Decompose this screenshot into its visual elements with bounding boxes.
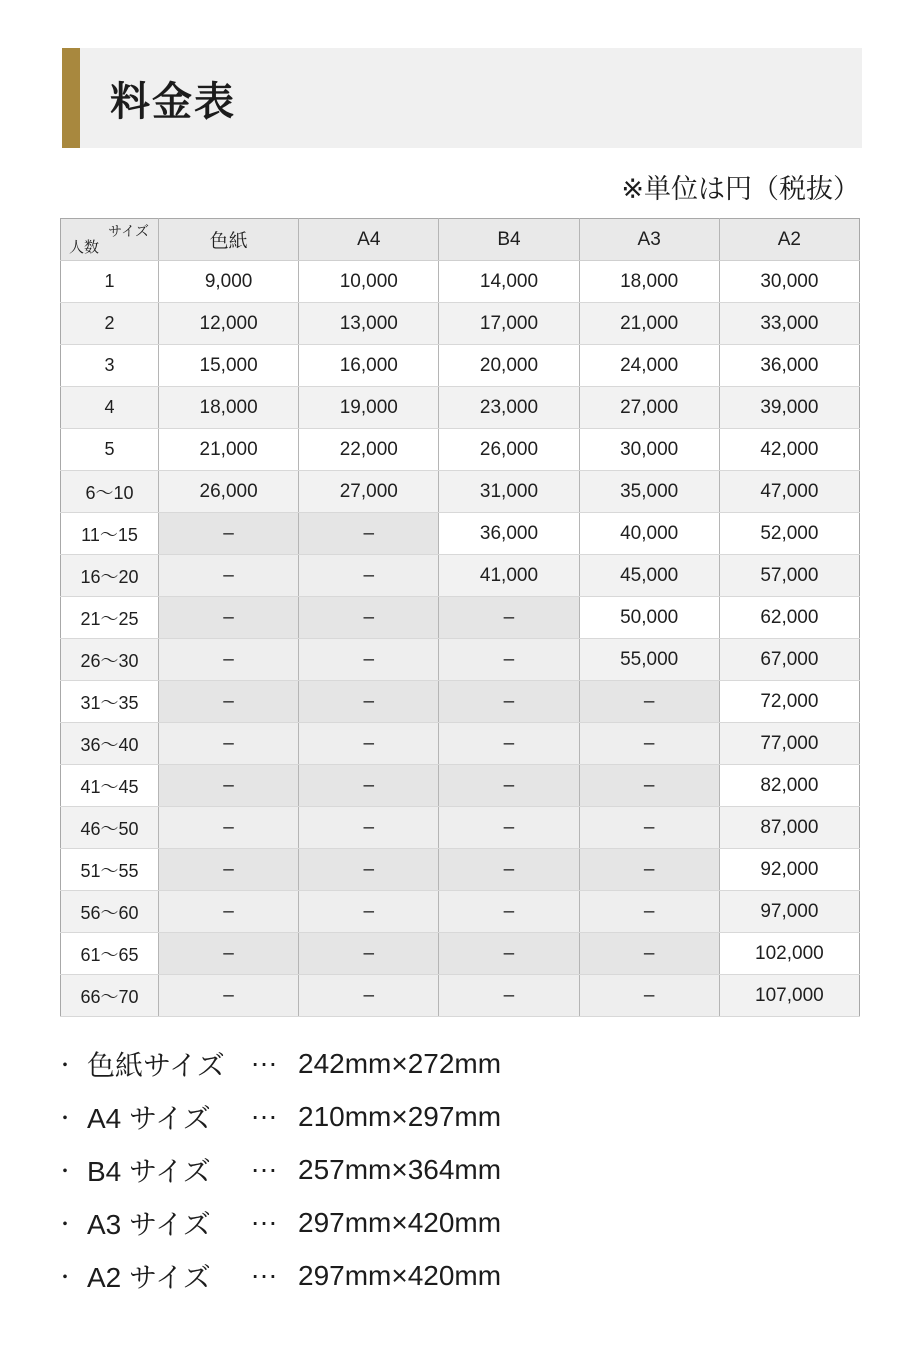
price-cell: 97,000: [719, 891, 859, 933]
price-cell: 20,000: [439, 345, 579, 387]
price-table: [60, 218, 860, 1017]
price-cell: –: [439, 639, 579, 681]
price-cell: –: [299, 513, 439, 555]
tax-note: ※単位は円（税抜）: [621, 174, 860, 204]
table-row: [61, 849, 860, 891]
price-cell: 21,000: [159, 429, 299, 471]
price-cell: –: [579, 681, 719, 723]
row-label: 11〜15: [61, 513, 159, 555]
price-cell: 30,000: [579, 429, 719, 471]
price-cell: –: [439, 681, 579, 723]
price-cell: –: [299, 723, 439, 765]
ellipsis-separator: …: [250, 1252, 279, 1284]
price-cell: 27,000: [579, 387, 719, 429]
price-table-header: [61, 219, 860, 261]
price-cell: –: [299, 765, 439, 807]
row-label: 31〜35: [61, 681, 159, 723]
price-cell: –: [439, 849, 579, 891]
price-cell: 12,000: [159, 303, 299, 345]
row-label: 5: [61, 429, 159, 471]
row-label: 66〜70: [61, 975, 159, 1017]
row-label: 51〜55: [61, 849, 159, 891]
price-cell: –: [299, 555, 439, 597]
size-note-value: 257mm×364mm: [298, 1153, 502, 1185]
price-cell: 47,000: [719, 471, 859, 513]
price-cell: –: [299, 597, 439, 639]
price-cell: –: [159, 681, 299, 723]
price-cell: 36,000: [439, 513, 579, 555]
price-cell: 18,000: [579, 261, 719, 303]
price-cell: –: [159, 975, 299, 1017]
price-cell: –: [579, 765, 719, 807]
price-cell: –: [299, 975, 439, 1017]
price-cell: –: [159, 555, 299, 597]
row-label: 26〜30: [61, 639, 159, 681]
row-label: 46〜50: [61, 807, 159, 849]
price-cell: 55,000: [579, 639, 719, 681]
price-cell: –: [159, 933, 299, 975]
size-note-label: A3 サイズ: [87, 1208, 211, 1240]
price-cell: –: [299, 681, 439, 723]
price-cell: –: [439, 765, 579, 807]
price-cell: –: [579, 807, 719, 849]
price-cell: 16,000: [299, 345, 439, 387]
bullet-icon: ・: [55, 1214, 75, 1236]
row-label: 21〜25: [61, 597, 159, 639]
price-cell: 21,000: [579, 303, 719, 345]
size-note-label: B4 サイズ: [87, 1155, 211, 1187]
table-row: [61, 933, 860, 975]
bullet-icon: ・: [55, 1055, 75, 1077]
price-cell: –: [439, 891, 579, 933]
price-cell: 10,000: [299, 261, 439, 303]
price-cell: 62,000: [719, 597, 859, 639]
price-cell: 107,000: [719, 975, 859, 1017]
price-cell: –: [299, 933, 439, 975]
price-cell: –: [159, 597, 299, 639]
size-note-item: [55, 1196, 501, 1249]
corner-cell: [61, 219, 159, 261]
price-cell: 15,000: [159, 345, 299, 387]
corner-people-label: 人数: [69, 239, 100, 256]
price-cell: 87,000: [719, 807, 859, 849]
price-table-body: [61, 261, 860, 1017]
row-label: 4: [61, 387, 159, 429]
price-cell: –: [439, 807, 579, 849]
table-row: [61, 555, 860, 597]
size-note-value: 210mm×297mm: [298, 1100, 502, 1132]
bullet-icon: ・: [55, 1161, 75, 1183]
size-note-value: 297mm×420mm: [298, 1206, 502, 1238]
price-cell: –: [579, 849, 719, 891]
price-cell: –: [159, 639, 299, 681]
price-cell: 9,000: [159, 261, 299, 303]
price-cell: 40,000: [579, 513, 719, 555]
row-label: 3: [61, 345, 159, 387]
price-cell: 82,000: [719, 765, 859, 807]
price-cell: 36,000: [719, 345, 859, 387]
page-title: 料金表: [110, 79, 236, 124]
price-cell: 45,000: [579, 555, 719, 597]
price-cell: 26,000: [159, 471, 299, 513]
bullet-icon: ・: [55, 1267, 75, 1289]
ellipsis-separator: …: [250, 1199, 279, 1231]
table-row: [61, 303, 860, 345]
size-note-value: 297mm×420mm: [298, 1259, 502, 1291]
price-cell: 27,000: [299, 471, 439, 513]
table-row: [61, 261, 860, 303]
price-cell: 41,000: [439, 555, 579, 597]
header-row: [61, 219, 860, 261]
price-cell: 22,000: [299, 429, 439, 471]
table-row: [61, 807, 860, 849]
price-cell: –: [299, 891, 439, 933]
corner-size-label: サイズ: [108, 223, 149, 239]
table-row: [61, 345, 860, 387]
price-cell: 17,000: [439, 303, 579, 345]
size-note-label: A4 サイズ: [87, 1102, 211, 1134]
price-cell: –: [159, 765, 299, 807]
ellipsis-separator: …: [250, 1093, 279, 1125]
price-cell: –: [299, 807, 439, 849]
price-cell: –: [439, 933, 579, 975]
price-cell: –: [299, 639, 439, 681]
price-cell: –: [579, 933, 719, 975]
price-cell: 102,000: [719, 933, 859, 975]
row-label: 2: [61, 303, 159, 345]
price-cell: –: [439, 975, 579, 1017]
ellipsis-separator: …: [250, 1040, 279, 1072]
size-note-label: A2 サイズ: [87, 1261, 211, 1293]
price-cell: 39,000: [719, 387, 859, 429]
table-row: [61, 597, 860, 639]
table-row: [61, 975, 860, 1017]
price-cell: –: [439, 723, 579, 765]
price-cell: 24,000: [579, 345, 719, 387]
price-cell: 52,000: [719, 513, 859, 555]
table-row: [61, 723, 860, 765]
price-cell: 31,000: [439, 471, 579, 513]
price-cell: 33,000: [719, 303, 859, 345]
table-row: [61, 891, 860, 933]
price-cell: 26,000: [439, 429, 579, 471]
table-row: [61, 471, 860, 513]
price-cell: 50,000: [579, 597, 719, 639]
column-header-a4: A4: [299, 219, 439, 261]
row-label: 16〜20: [61, 555, 159, 597]
price-cell: 35,000: [579, 471, 719, 513]
size-notes: [55, 1037, 501, 1302]
title-band: [62, 48, 862, 148]
price-cell: –: [579, 723, 719, 765]
row-label: 41〜45: [61, 765, 159, 807]
row-label: 61〜65: [61, 933, 159, 975]
size-note-item: [55, 1249, 501, 1302]
row-label: 36〜40: [61, 723, 159, 765]
price-cell: 13,000: [299, 303, 439, 345]
size-note-item: [55, 1090, 501, 1143]
price-cell: 14,000: [439, 261, 579, 303]
price-cell: 42,000: [719, 429, 859, 471]
size-note-item: [55, 1143, 501, 1196]
price-cell: 72,000: [719, 681, 859, 723]
table-row: [61, 429, 860, 471]
column-header-shikishi: 色紙: [159, 219, 299, 261]
bullet-icon: ・: [55, 1108, 75, 1130]
price-cell: 77,000: [719, 723, 859, 765]
price-cell: 57,000: [719, 555, 859, 597]
size-note-value: 242mm×272mm: [298, 1047, 502, 1079]
price-cell: –: [159, 849, 299, 891]
table-row: [61, 387, 860, 429]
price-cell: 67,000: [719, 639, 859, 681]
ellipsis-separator: …: [250, 1146, 279, 1178]
price-cell: –: [439, 597, 579, 639]
price-cell: –: [159, 723, 299, 765]
table-row: [61, 765, 860, 807]
column-header-a2: A2: [719, 219, 859, 261]
size-note-label: 色紙サイズ: [87, 1049, 225, 1081]
price-cell: 92,000: [719, 849, 859, 891]
price-cell: –: [159, 891, 299, 933]
row-label: 1: [61, 261, 159, 303]
accent-bar: [62, 48, 80, 148]
price-cell: 23,000: [439, 387, 579, 429]
table-row: [61, 639, 860, 681]
price-cell: 18,000: [159, 387, 299, 429]
price-cell: 19,000: [299, 387, 439, 429]
price-cell: –: [299, 849, 439, 891]
price-cell: –: [579, 975, 719, 1017]
size-note-item: [55, 1037, 501, 1090]
price-cell: –: [159, 513, 299, 555]
row-label: 6〜10: [61, 471, 159, 513]
price-cell: 30,000: [719, 261, 859, 303]
table-row: [61, 681, 860, 723]
price-cell: –: [579, 891, 719, 933]
table-row: [61, 513, 860, 555]
row-label: 56〜60: [61, 891, 159, 933]
column-header-b4: B4: [439, 219, 579, 261]
column-header-a3: A3: [579, 219, 719, 261]
price-cell: –: [159, 807, 299, 849]
